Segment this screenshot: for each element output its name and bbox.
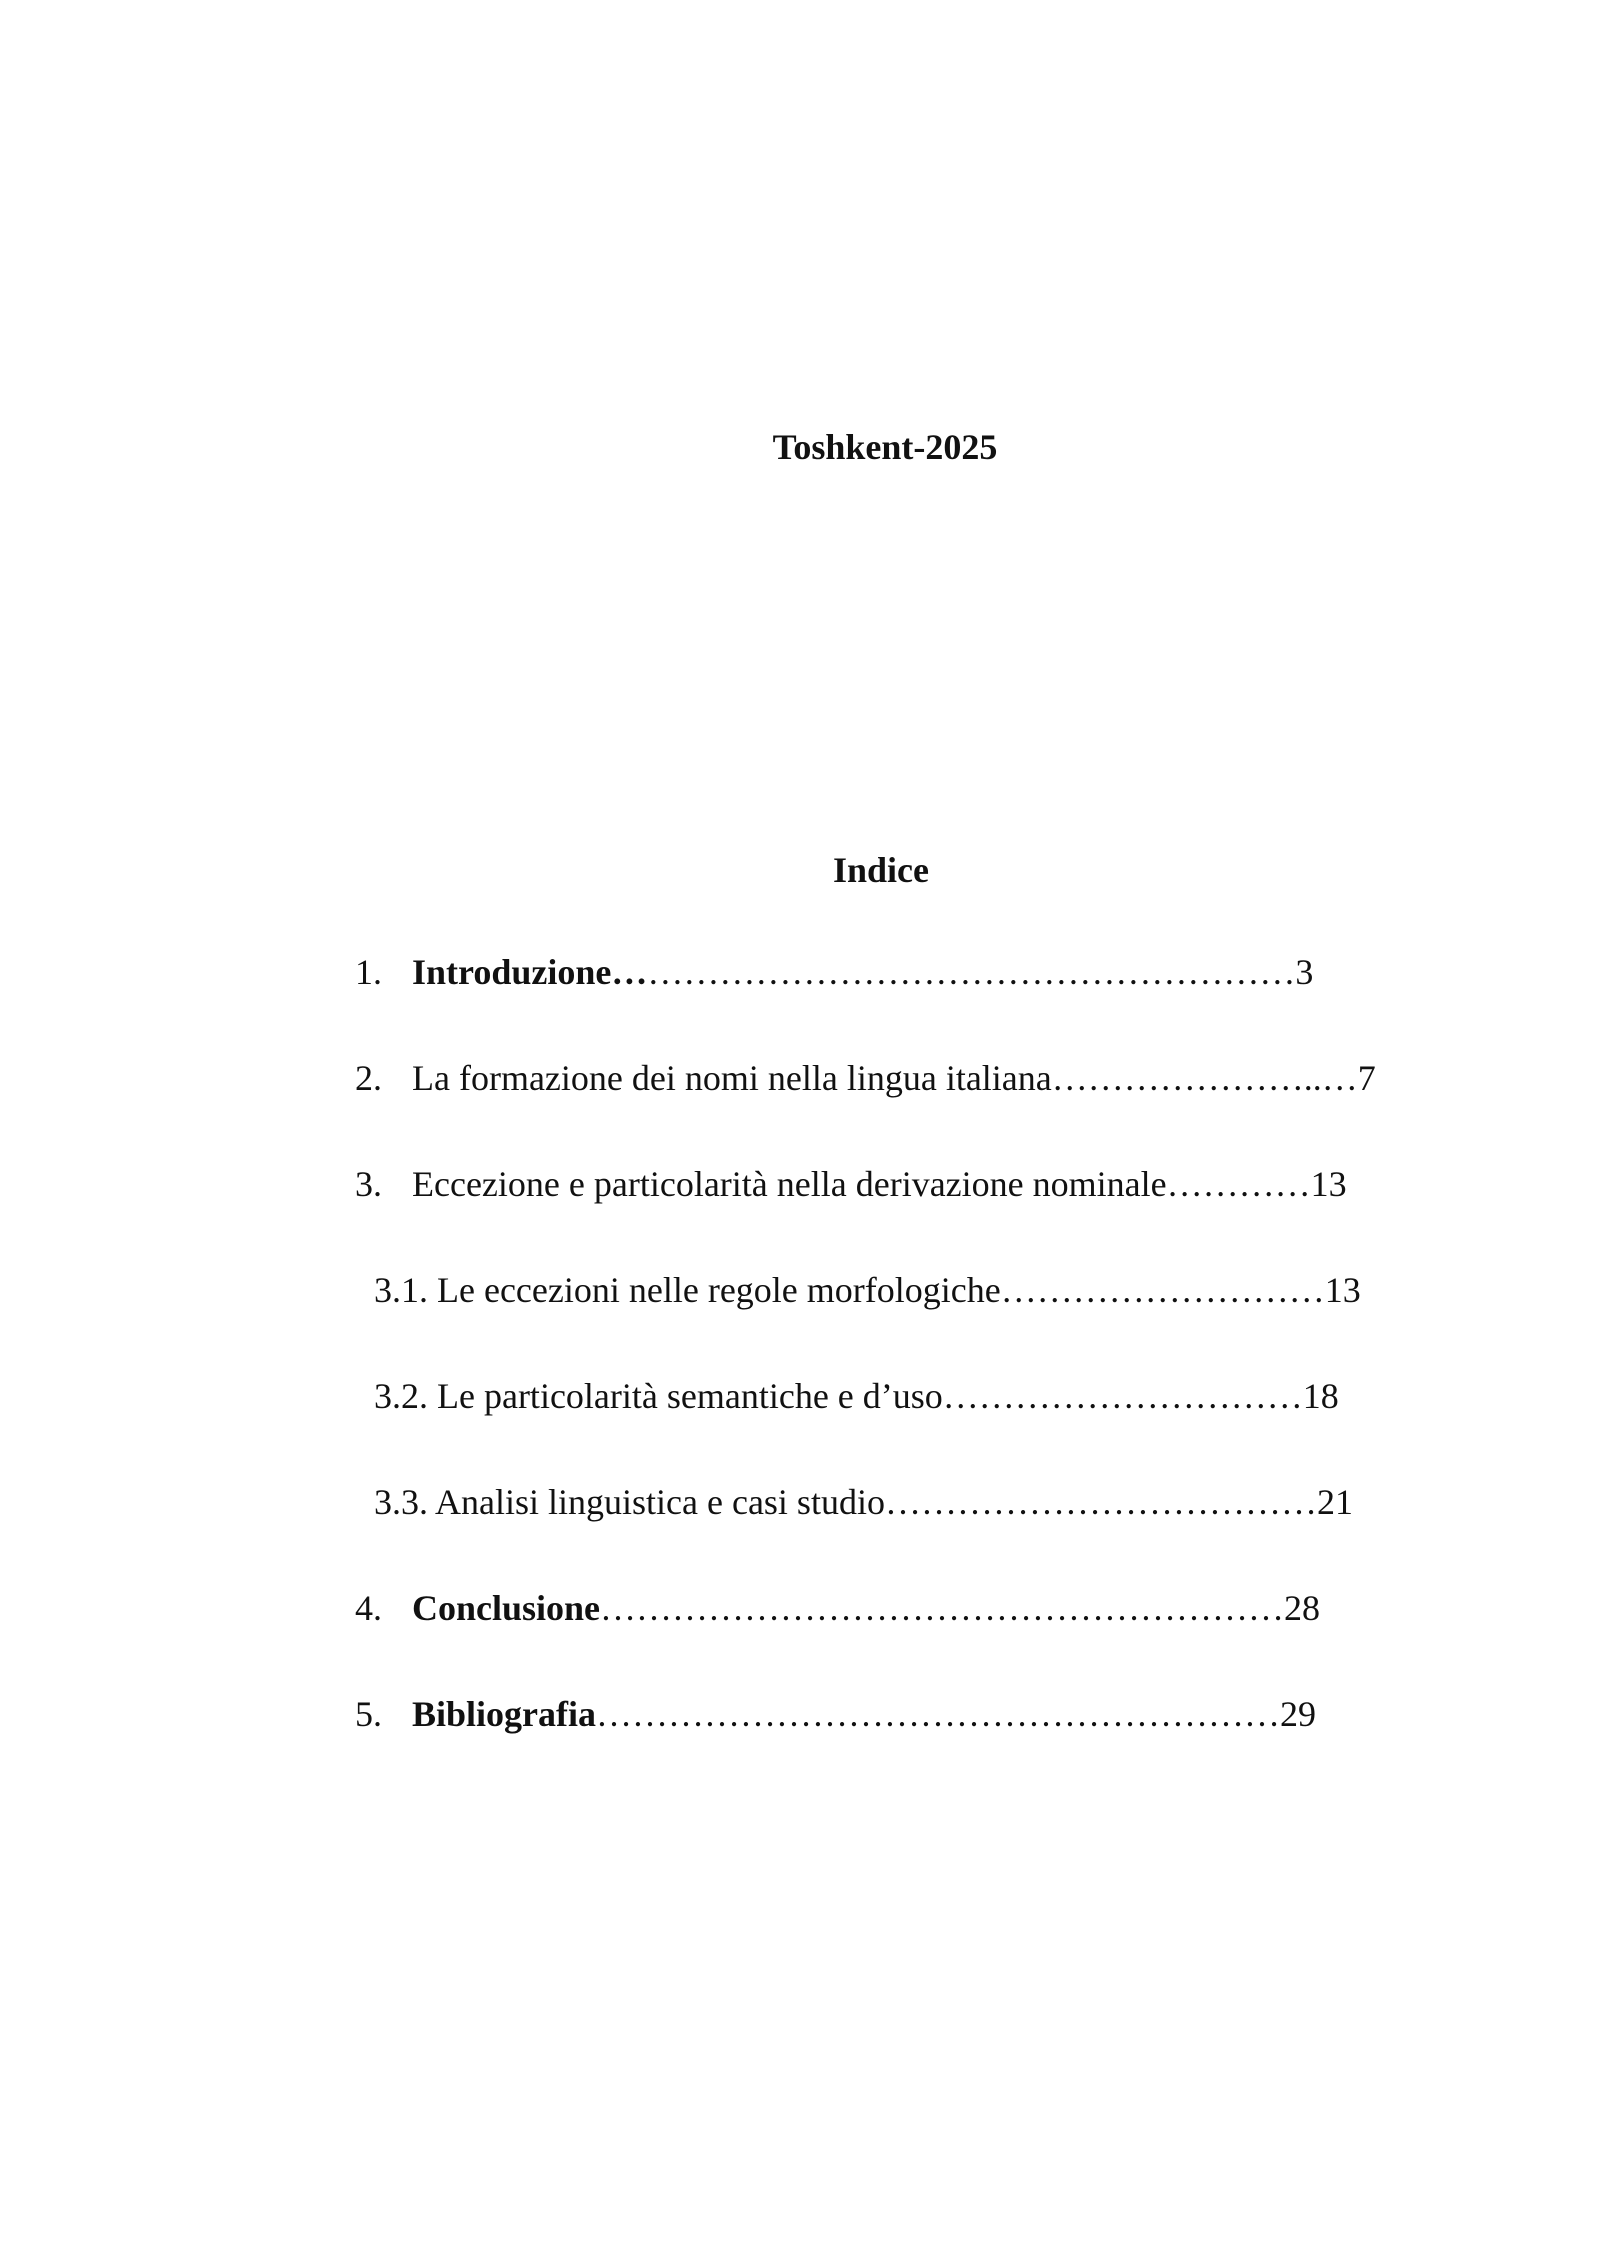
toc-entry-label: Introduzione… <box>412 952 648 992</box>
toc-entry-number: 3. <box>355 1164 382 1204</box>
toc-entry-number: 1. <box>355 952 382 992</box>
toc-entry-dot-leader: ……………………………………………… <box>647 952 1296 992</box>
toc-entry-label: 3.3. Analisi linguistica e casi studio <box>374 1482 885 1522</box>
toc-entry-dot-leader: ……………………………… <box>884 1482 1317 1522</box>
toc-subentry-3-1[interactable] <box>0 1266 1600 1372</box>
toc-entry-page: 28 <box>1284 1588 1321 1628</box>
toc-entry-conclusione[interactable] <box>0 1584 1600 1690</box>
toc-entry-page: 7 <box>1357 1058 1376 1098</box>
toc-entry-text <box>412 1160 1347 1208</box>
toc-entry-page: 3 <box>1295 952 1314 992</box>
toc-entry-dot-leader: ………………………………………………… <box>596 1694 1281 1734</box>
toc-entry-number: 2. <box>355 1058 382 1098</box>
toc-entry-eccezione[interactable] <box>0 1160 1600 1266</box>
toc-entry-number: 4. <box>355 1588 382 1628</box>
toc-entry-bibliografia[interactable] <box>0 1690 1600 1796</box>
toc-entry-page: 18 <box>1302 1376 1339 1416</box>
toc-entry-text <box>374 1372 1339 1420</box>
city-year-line: Toshkent-2025 <box>772 427 998 467</box>
toc-entry-text <box>412 1690 1316 1738</box>
toc-entry-text <box>412 1054 1376 1102</box>
toc-entry-page: 29 <box>1280 1694 1317 1734</box>
toc-entry-text <box>412 1584 1320 1632</box>
table-of-contents <box>0 948 1600 1796</box>
toc-entry-label: Bibliografia <box>412 1694 597 1734</box>
toc-entry-page: 13 <box>1310 1164 1347 1204</box>
toc-entry-dot-leader: ………………………………………………… <box>600 1588 1285 1628</box>
toc-entry-dot-leader: ………………………… <box>942 1376 1303 1416</box>
toc-entry-dot-leader: ……………………… <box>1000 1270 1325 1310</box>
toc-entry-introduzione[interactable] <box>0 948 1600 1054</box>
toc-entry-label: 3.1. Le eccezioni nelle regole morfologiche <box>374 1270 1001 1310</box>
toc-entry-number: 5. <box>355 1694 382 1734</box>
toc-entry-label: Eccezione e particolarità nella derivazione nominale <box>412 1164 1167 1204</box>
toc-entry-text <box>412 948 1313 996</box>
toc-entry-formazione-nomi[interactable] <box>0 1054 1600 1160</box>
toc-entry-text <box>374 1478 1353 1526</box>
toc-entry-page: 21 <box>1316 1482 1353 1522</box>
toc-entry-label: Conclusione <box>412 1588 601 1628</box>
toc-entry-label: La formazione dei nomi nella lingua italiana <box>412 1058 1052 1098</box>
toc-entry-text <box>374 1266 1361 1314</box>
toc-title: Indice <box>832 850 929 890</box>
toc-entry-dot-leader: ………… <box>1166 1164 1311 1204</box>
toc-entry-label: 3.2. Le particolarità semantiche e d’uso <box>374 1376 943 1416</box>
toc-entry-dot-leader: …………………..… <box>1051 1058 1358 1098</box>
toc-subentry-3-3[interactable] <box>0 1478 1600 1584</box>
toc-entry-page: 13 <box>1324 1270 1361 1310</box>
toc-subentry-3-2[interactable] <box>0 1372 1600 1478</box>
